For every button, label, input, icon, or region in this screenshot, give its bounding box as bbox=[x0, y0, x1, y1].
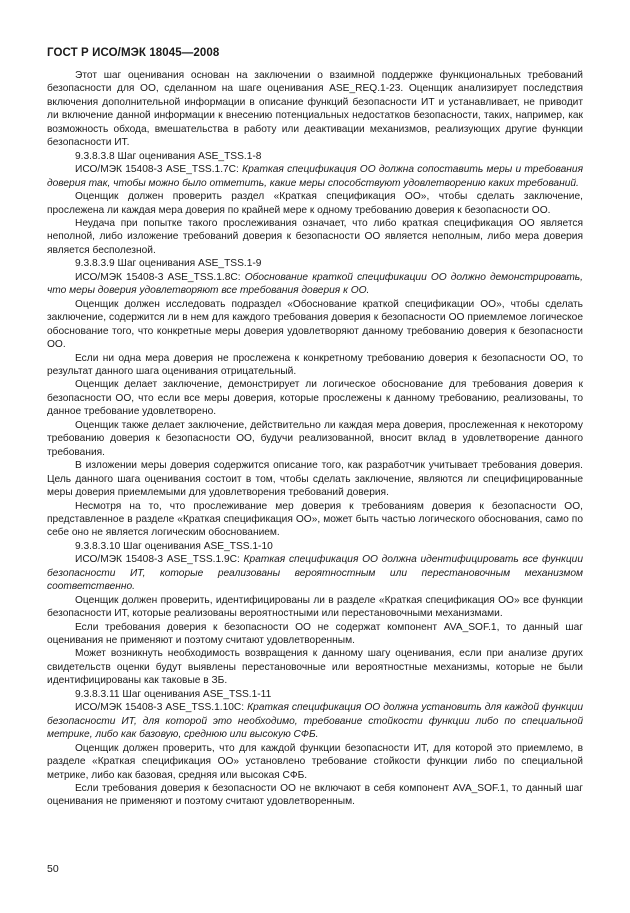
citation-text: Краткая спецификация ОО должна установить для каждой функции безопасности ИТ, для которой это необходимо, требование стойкости функции либо по специальной метрике, либо как базовую, среднюю или высокую СФБ. bbox=[47, 702, 583, 741]
section-heading: 9.3.8.3.8 Шаг оценивания ASE_TSS.1-8 bbox=[75, 150, 262, 162]
citation-ref: ИСО/МЭК 15408-3 ASE_TSS.1.8C: bbox=[75, 271, 245, 283]
paragraph: В изложении меры доверия содержится описание того, как разработчик учитывает требования доверия. Цель данного шага оценивания состоит в том, чтобы сделать заключение, являются ли специфицированные меры доверия приемлемыми для удовлетворения требований доверия. bbox=[47, 460, 583, 499]
paragraph: Оценщик делает заключение, демонстрирует ли логическое обоснование для требования доверия к безопасности ОО, что если все меры доверия, которые прослежены к данному требованию, реализованы, то данное требование удовлетворено. bbox=[47, 379, 583, 418]
paragraph: Этот шаг оценивания основан на заключении о взаимной поддержке функциональных требований безопасности для ОО, сделанном на шаге оценивания ASE_REQ.1-23. Оценщик анализирует последствия включения дополнительной информации в описание функций безопасности ИТ и устанавливает, не приводит ли включение данной информации к внесению потенциальных недостатков безопасности, таких, например, как возможность обхода, вмешательства в работу или деактивации механизмов, реализующих другие функции безопасности ИТ. bbox=[47, 70, 583, 149]
standard-citation bbox=[47, 271, 583, 298]
paragraph: Неудача при попытке такого прослеживания означает, что либо краткая спецификация ОО является неполной, либо изложение требований доверия к безопасности ОО является неполным, либо мера доверия является бесполезной. bbox=[47, 217, 583, 256]
page-header-title: ГОСТ Р ИСО/МЭК 18045—2008 bbox=[47, 47, 220, 59]
citation-text: Краткая спецификация ОО должна идентифицировать все функции безопасности ИТ, которые реализованы вероятностным или перестановочным механизмом соответственно. bbox=[47, 554, 583, 593]
citation-ref: ИСО/МЭК 15408-3 ASE_TSS.1.9C: bbox=[75, 554, 244, 566]
citation-text: Обоснование краткой спецификации ОО должно демонстрировать, что меры доверия удовлетворяют все требования доверия к ОО. bbox=[47, 271, 583, 297]
paragraph: Оценщик должен проверить, что для каждой функции безопасности ИТ, для которой это приемлемо, в разделе «Краткая спецификация ОО» установлено требование стойкости функции либо по специальной метрике, либо как базовая, средняя или высокая СФБ. bbox=[47, 742, 583, 781]
section-heading: 9.3.8.3.11 Шаг оценивания ASE_TSS.1-11 bbox=[75, 688, 272, 700]
paragraph: Если требования доверия к безопасности ОО не включают в себя компонент AVA_SOF.1, то данный шаг оценивания не применяют и поэтому считают удовлетворенным. bbox=[47, 783, 583, 808]
section-heading: 9.3.8.3.9 Шаг оценивания ASE_TSS.1-9 bbox=[75, 258, 262, 270]
paragraph: Может возникнуть необходимость возвращения к данному шагу оценивания, если при анализе других свидетельств оценки будут выявлены перестановочные или вероятностные механизмы, которые не были идентифицированы как таковые в ЗБ. bbox=[47, 648, 583, 687]
paragraph: Оценщик должен исследовать подраздел «Обоснование краткой спецификации ОО», чтобы сделать заключение, содержится ли в нем для каждого требования доверия к безопасности ОО приемлемое логическое обоснование того, что конкретные меры доверия удовлетворяют данному требованию доверия к безопасности ОО. bbox=[47, 298, 583, 351]
paragraph: Если ни одна мера доверия не прослежена к конкретному требованию доверия к безопасности ОО, то результат данного шага оценивания отрицательный. bbox=[47, 352, 583, 377]
paragraph: Оценщик также делает заключение, действительно ли каждая мера доверия, прослеженная к некоторому требованию доверия к безопасности ОО, будучи реализованной, вносит вклад в удовлетворение данного требования. bbox=[47, 419, 583, 458]
citation-ref: ИСО/МЭК 15408-3 ASE_TSS.1.10C: bbox=[75, 702, 248, 714]
paragraph: Оценщик должен проверить раздел «Краткая спецификация ОО», чтобы сделать заключение, прослежена ли каждая мера доверия по крайней мере к одному требованию доверия к безопасности ОО. bbox=[47, 191, 583, 216]
citation-text: Краткая спецификация ОО должна сопоставить меры и требования доверия так, чтобы можно было отметить, какие меры способствуют удовлетворению каких требований. bbox=[47, 164, 584, 189]
paragraph: Несмотря на то, что прослеживание мер доверия к требованиям доверия к безопасности ОО, представленное в разделе «Краткая спецификация ОО», может быть частью логического обоснования, само по себе оно не является логическим обоснованием. bbox=[47, 500, 583, 539]
citation-ref: ИСО/МЭК 15408-3 ASE_TSS.1.7C: bbox=[75, 164, 243, 176]
standard-citation bbox=[47, 553, 583, 593]
paragraph: Оценщик должен проверить, идентифицированы ли в разделе «Краткая спецификация ОО» все функции безопасности ИТ, которые реализованы вероятностными или перестановочными механизмами. bbox=[47, 594, 583, 620]
paragraph: Если требования доверия к безопасности ОО не содержат компонент AVA_SOF.1, то данный шаг оценивания не применяют и поэтому считают удовлетворенным. bbox=[47, 621, 583, 647]
standard-citation bbox=[47, 163, 583, 190]
section-heading: 9.3.8.3.10 Шаг оценивания ASE_TSS.1-10 bbox=[75, 540, 273, 552]
page-number: 50 bbox=[47, 863, 59, 875]
standard-citation bbox=[47, 701, 583, 741]
document-body bbox=[47, 69, 583, 809]
